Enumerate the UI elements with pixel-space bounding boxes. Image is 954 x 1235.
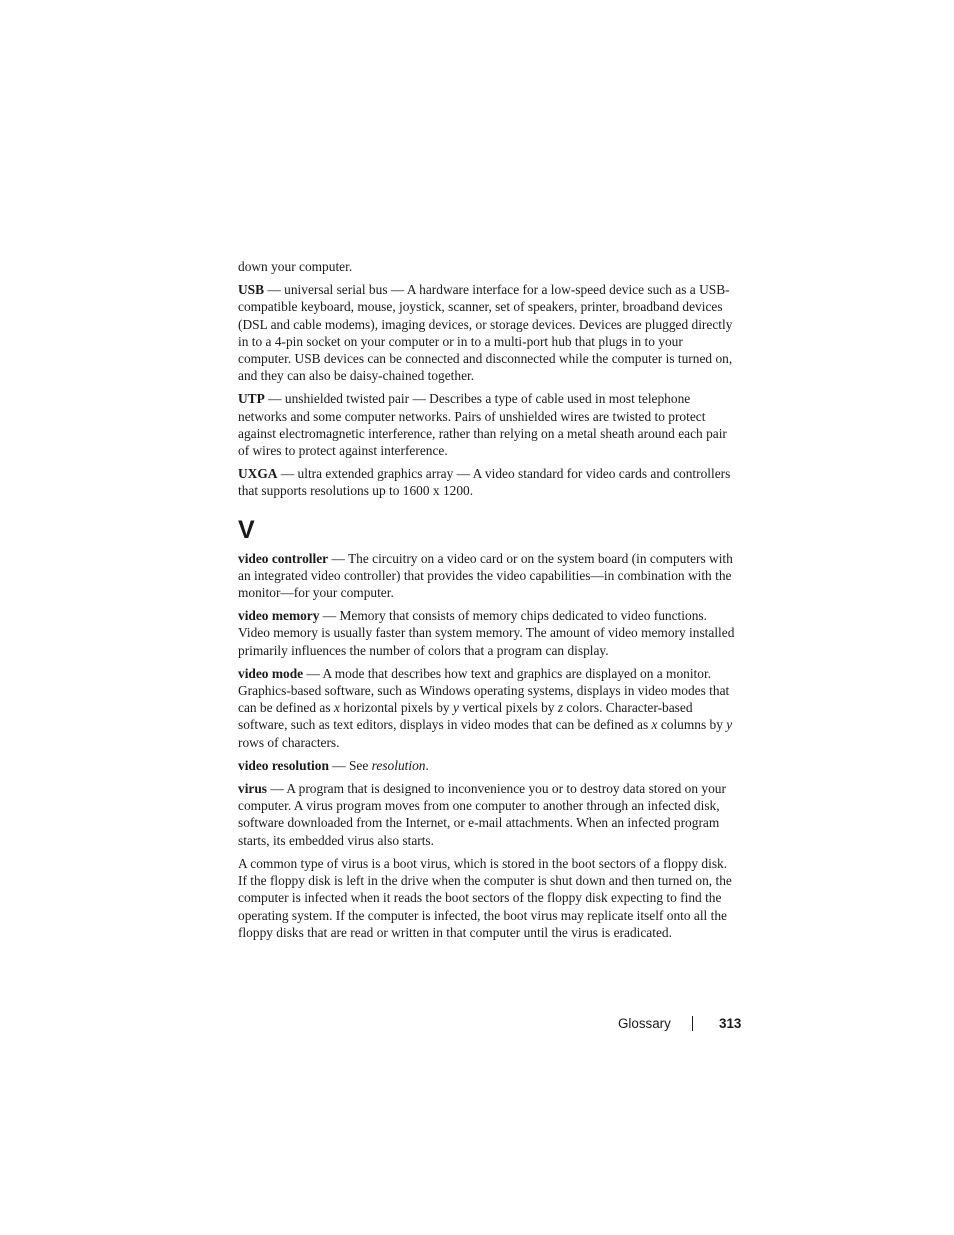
page-footer [0,1015,954,1035]
entry-term: virus [238,781,268,797]
entry-definition-part: — See [328,757,372,773]
variable-x: x [651,717,658,733]
variable-z: z [557,700,564,716]
entry-definition: — ultra extended graphics array — A video standard for video cards and controllers that supports resolutions up to 1600 x 1200. [238,466,731,499]
glossary-entry-video-resolution [238,757,738,774]
section-letter-heading: V [238,515,255,544]
glossary-body [238,258,738,947]
glossary-entry-usb [238,281,738,384]
page-number: 313 [719,1016,742,1031]
glossary-entry-virus [238,780,738,849]
variable-y: y [452,700,459,716]
glossary-entry-uxga [238,465,738,499]
entry-term: video memory [238,608,320,624]
variable-x: x [333,700,340,716]
entry-definition-part: columns by [657,717,727,733]
entry-term: video controller [238,550,329,566]
entry-definition: — universal serial bus — A hardware interface for a low-speed device such as a USB-compatible keyboard, mouse, joystick, scanner, set of speakers, printer, broadband devices (DSL and cable modems), imaging devices, or storage devices. Devices are plugged directly in to a 4-pin socket on your computer or in to a multi-port hub that plugs in to your computer. USB devices can be connected and disconnected while the computer is turned on, and they can also be daisy-chained together. [238,282,733,384]
entry-term: video mode [238,665,304,681]
entry-text: down your computer. [238,259,353,274]
variable-y: y [726,717,733,733]
entry-definition-part: horizontal pixels by [339,700,453,716]
entry-term: USB [238,282,265,298]
entry-term: UXGA [238,466,278,482]
entry-definition-part: vertical pixels by [458,700,558,716]
entry-term: UTP [238,391,265,407]
glossary-entry-video-memory [238,607,738,659]
entry-definition: — unshielded twisted pair — Describes a type of cable used in most telephone networks and some computer networks. Pairs of unshielded wires are twisted to protect against electromagnetic interference, rather than relying on a metal sheath around each pair of wires to protect against interference. [238,391,727,459]
entry-definition-part: rows of characters. [238,734,340,750]
entry-definition: A common type of virus is a boot virus, which is stored in the boot sectors of a floppy disk. If the floppy disk is left in the drive when the computer is shut down and then turned on, the computer is infected when it reads the boot sectors of the floppy disk expecting to find the operating system. If the computer is infected, the boot virus may replicate itself onto all the floppy disks that are read or written in that computer until the virus is eradicated. [238,855,732,940]
glossary-entry-virus-continued [238,855,738,941]
footer-section-title: Glossary [618,1016,671,1031]
entry-definition-part: colors. Character-based software, such as text editors, displays in video modes that can be defined as [238,700,693,733]
continued-entry-text [238,258,738,275]
cross-reference-link[interactable]: resolution [371,757,426,773]
glossary-entry-video-controller [238,550,738,602]
entry-definition-part: — A mode that describes how text and graphics are displayed on a monitor. Graphics-based software, such as Windows operating systems, displays in video modes that can be defined as [238,665,730,716]
entry-definition: — A program that is designed to inconvenience you or to destroy data stored on your computer. A virus program moves from one computer to another through an infected disk, software downloaded from the Internet, or e-mail attachments. When an infected program starts, its embedded virus also starts. [238,781,726,848]
entry-definition-part: . [425,757,429,773]
entry-definition: — The circuitry on a video card or on the system board (in computers with an integrated video controller) that provides the video capabilities—in combination with the monitor—for your computer. [238,550,733,601]
entry-definition: — Memory that consists of memory chips dedicated to video functions. Video memory is usually faster than system memory. The amount of video memory installed primarily influences the number of colors that a program can display. [238,608,735,658]
glossary-entry-utp [238,390,738,459]
entry-term: video resolution [238,757,329,773]
footer-divider [692,1016,693,1031]
glossary-entry-video-mode [238,665,738,751]
